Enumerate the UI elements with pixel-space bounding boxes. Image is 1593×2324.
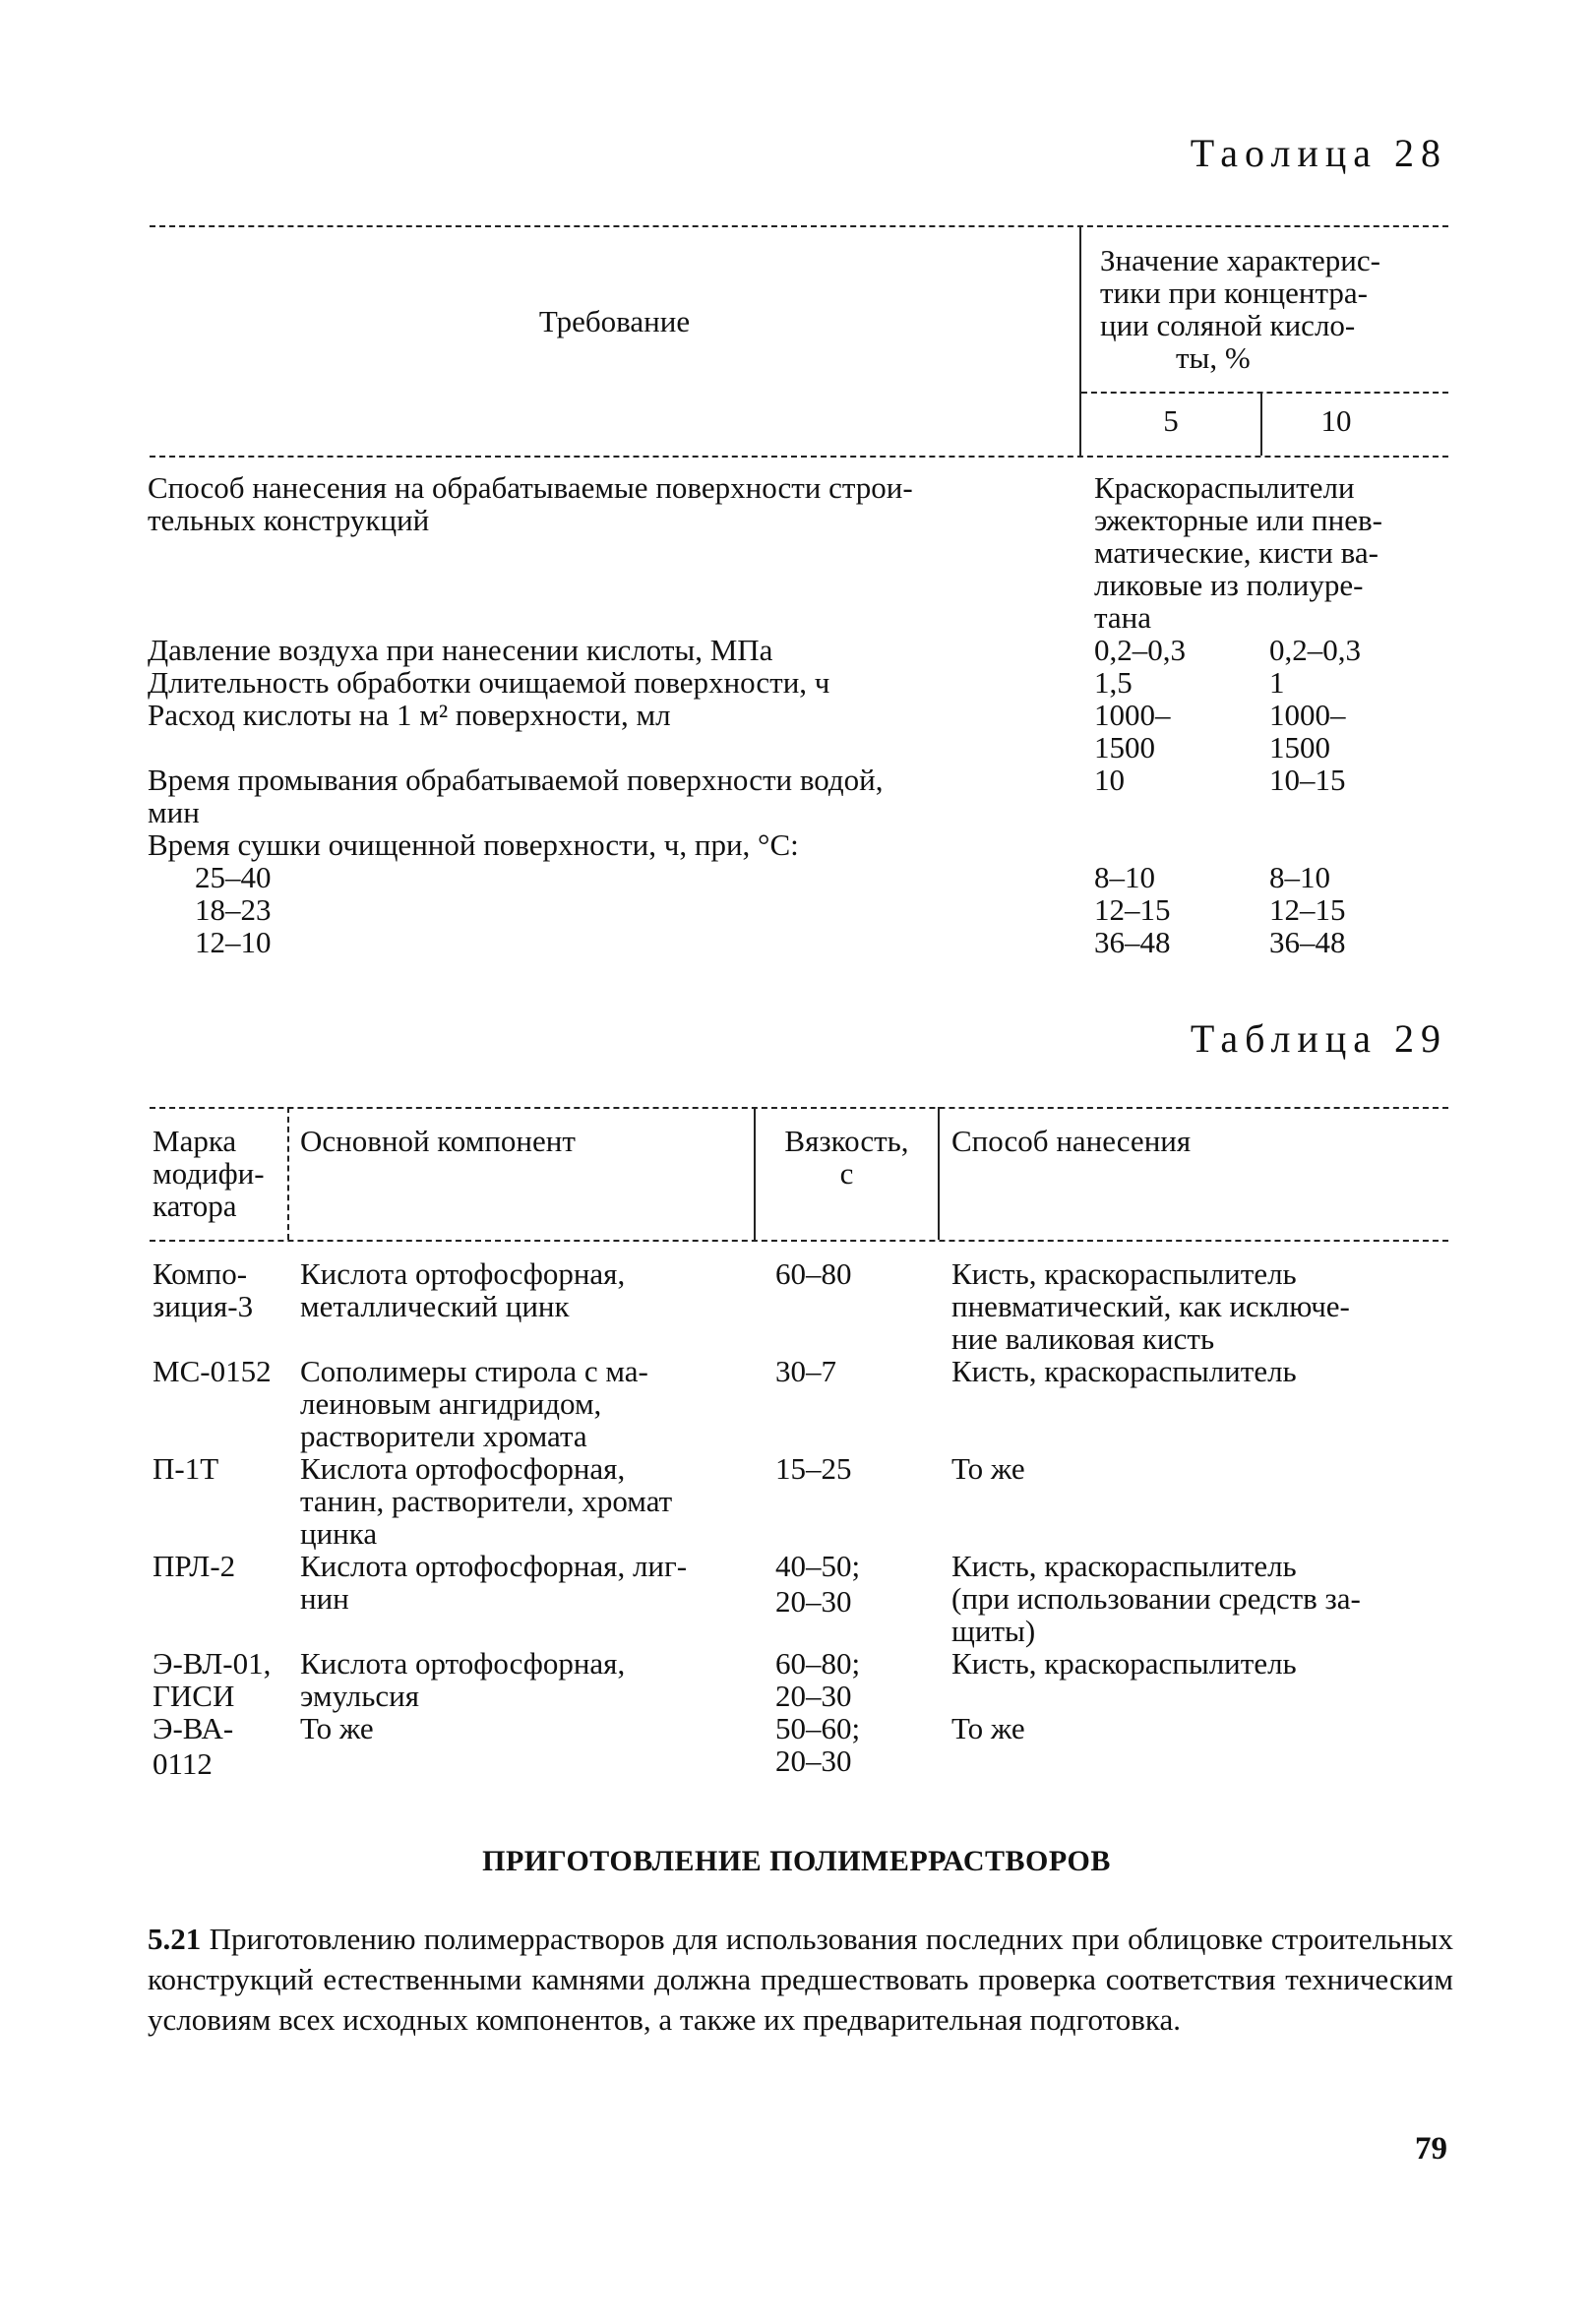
- cell-method: щиты): [951, 1614, 1036, 1648]
- cell-component: металлический цинк: [300, 1289, 570, 1323]
- header-viscosity-line: Вязкость,: [784, 1124, 909, 1158]
- cell-viscosity: 15–25: [775, 1451, 852, 1486]
- merged-value: ликовые из полиуре-: [1094, 568, 1364, 602]
- value-10: 8–10: [1269, 860, 1330, 894]
- value-5: 0,2–0,3: [1094, 633, 1186, 667]
- header-viscosity-line: с: [839, 1156, 854, 1191]
- cell-brand: ПРЛ-2: [153, 1549, 236, 1583]
- cell-component: танин, растворители, хромат: [300, 1484, 673, 1518]
- header-brand-line: модифи-: [153, 1156, 265, 1191]
- cell-method: ние валиковая кисть: [951, 1321, 1215, 1356]
- row-label: 12–10: [195, 925, 272, 959]
- cell-method: пневматический, как исключе-: [951, 1289, 1350, 1323]
- cell-viscosity: 50–60;: [775, 1711, 861, 1745]
- row-label: Расход кислоты на 1 м² поверхности, мл: [148, 698, 671, 732]
- value-10: 36–48: [1269, 925, 1346, 959]
- cell-method: Кисть, краскораспылитель: [951, 1549, 1297, 1583]
- table-28-caption: Таолица 28: [1190, 131, 1447, 175]
- cell-component: леиновым ангидридом,: [300, 1386, 602, 1421]
- cell-component: Кислота ортофосфорная, лиг-: [300, 1549, 688, 1583]
- cell-component: Кислота ортофосфорная,: [300, 1256, 626, 1291]
- table-29-col-divider: [287, 1107, 289, 1240]
- cell-method: Кисть, краскораспылитель: [951, 1646, 1297, 1681]
- header-value-line: тики при концентра-: [1100, 275, 1368, 310]
- cell-viscosity: 20–30: [775, 1679, 852, 1713]
- cell-method: Кисть, краскораспылитель: [951, 1256, 1297, 1291]
- header-value-line: Значение характерис-: [1100, 243, 1380, 277]
- paragraph-5-21: [148, 1919, 1453, 2040]
- row-label: Давление воздуха при нанесении кислоты, МПа: [148, 633, 773, 667]
- cell-component: Кислота ортофосфорная,: [300, 1451, 626, 1486]
- header-col-10: 10: [1320, 403, 1352, 438]
- cell-viscosity: 20–30: [775, 1743, 852, 1778]
- table-29-col-divider: [938, 1107, 940, 1240]
- value-10: 1500: [1269, 730, 1330, 764]
- value-5: 1,5: [1094, 665, 1133, 700]
- value-5: 1500: [1094, 730, 1155, 764]
- cell-viscosity: 60–80: [775, 1256, 852, 1291]
- header-sub-rule: [1081, 392, 1448, 394]
- row-label: 25–40: [195, 860, 272, 894]
- cell-method: То же: [951, 1711, 1025, 1745]
- section-heading: ПРИГОТОВЛЕНИЕ ПОЛИМЕРРАСТВОРОВ: [482, 1845, 1111, 1877]
- header-brand-line: Марка: [153, 1124, 237, 1158]
- row-label: Время сушки очищенной поверхности, ч, при, °С:: [148, 827, 799, 862]
- cell-brand: ГИСИ: [153, 1679, 235, 1713]
- cell-brand: МС-0152: [153, 1354, 272, 1388]
- cell-brand: Компо-: [153, 1256, 248, 1291]
- header-value-line: ты, %: [1176, 340, 1251, 375]
- value-10: 1000–: [1269, 698, 1346, 732]
- row-label: тельных конструкций: [148, 503, 430, 537]
- value-10: 0,2–0,3: [1269, 633, 1361, 667]
- row-label: Время промывания обрабатываемой поверхности водой,: [148, 763, 884, 797]
- cell-component: цинка: [300, 1516, 378, 1551]
- cell-component: То же: [300, 1711, 374, 1745]
- merged-value: эжекторные или пнев-: [1094, 503, 1382, 537]
- paragraph-text: Приготовлению полимеррастворов для использования последних при облицовке строительных конструкций естественными камнями должна предшествовать проверка соответствия техническим условиям всех исходных компонентов, а также их предварительная подготовка.: [148, 1922, 1453, 2037]
- value-5: 8–10: [1094, 860, 1155, 894]
- merged-value: тана: [1094, 600, 1152, 635]
- value-5: 12–15: [1094, 892, 1171, 927]
- cell-brand: П-1Т: [153, 1451, 219, 1486]
- table-29-caption: Таблица 29: [1190, 1016, 1447, 1061]
- cell-method: Кисть, краскораспылитель: [951, 1354, 1297, 1388]
- value-10: 1: [1269, 665, 1285, 700]
- cell-brand: 0112: [153, 1746, 213, 1781]
- cell-method: (при использовании средств за-: [951, 1581, 1361, 1616]
- value-10: 12–15: [1269, 892, 1346, 927]
- header-brand-line: катора: [153, 1189, 237, 1223]
- page-number: 79: [1415, 2131, 1447, 2167]
- cell-brand: Э-ВЛ-01,: [153, 1646, 272, 1681]
- table-28-header-rule: [150, 456, 1448, 458]
- table-29-header-rule: [150, 1240, 1448, 1242]
- cell-component: Кислота ортофосфорная,: [300, 1646, 626, 1681]
- cell-component: эмульсия: [300, 1679, 420, 1713]
- header-method: Способ нанесения: [951, 1124, 1192, 1158]
- cell-component: растворители хромата: [300, 1419, 587, 1453]
- cell-component: нин: [300, 1581, 349, 1616]
- merged-value: матические, кисти ва-: [1094, 535, 1379, 570]
- row-label: 18–23: [195, 892, 272, 927]
- cell-viscosity: 30–7: [775, 1354, 836, 1388]
- row-label: Длительность обработки очищаемой поверхности, ч: [148, 665, 830, 700]
- header-requirement: Требование: [538, 304, 691, 338]
- table-29-top-rule: [150, 1107, 1448, 1109]
- cell-brand: Э-ВА-: [153, 1711, 234, 1745]
- header-col-5: 5: [1163, 403, 1179, 438]
- cell-component: Сополимеры стирола с ма-: [300, 1354, 648, 1388]
- value-5: 36–48: [1094, 925, 1171, 959]
- merged-value: Краскораспылители: [1094, 470, 1355, 505]
- row-label: Способ нанесения на обрабатываемые поверхности строи-: [148, 470, 913, 505]
- row-label: мин: [148, 795, 200, 829]
- cell-brand: зиция-3: [153, 1289, 254, 1323]
- value-5: 1000–: [1094, 698, 1171, 732]
- paragraph-number: 5.21: [148, 1922, 202, 1956]
- cell-viscosity: 20–30: [775, 1584, 852, 1619]
- header-component: Основной компонент: [300, 1124, 576, 1158]
- header-value-line: ции соляной кисло-: [1100, 308, 1356, 342]
- table-28-top-rule: [150, 225, 1448, 227]
- value-10: 10–15: [1269, 763, 1346, 797]
- cell-viscosity: 40–50;: [775, 1549, 861, 1583]
- value-5: 10: [1094, 763, 1125, 797]
- cell-viscosity: 60–80;: [775, 1646, 861, 1681]
- cell-method: То же: [951, 1451, 1025, 1486]
